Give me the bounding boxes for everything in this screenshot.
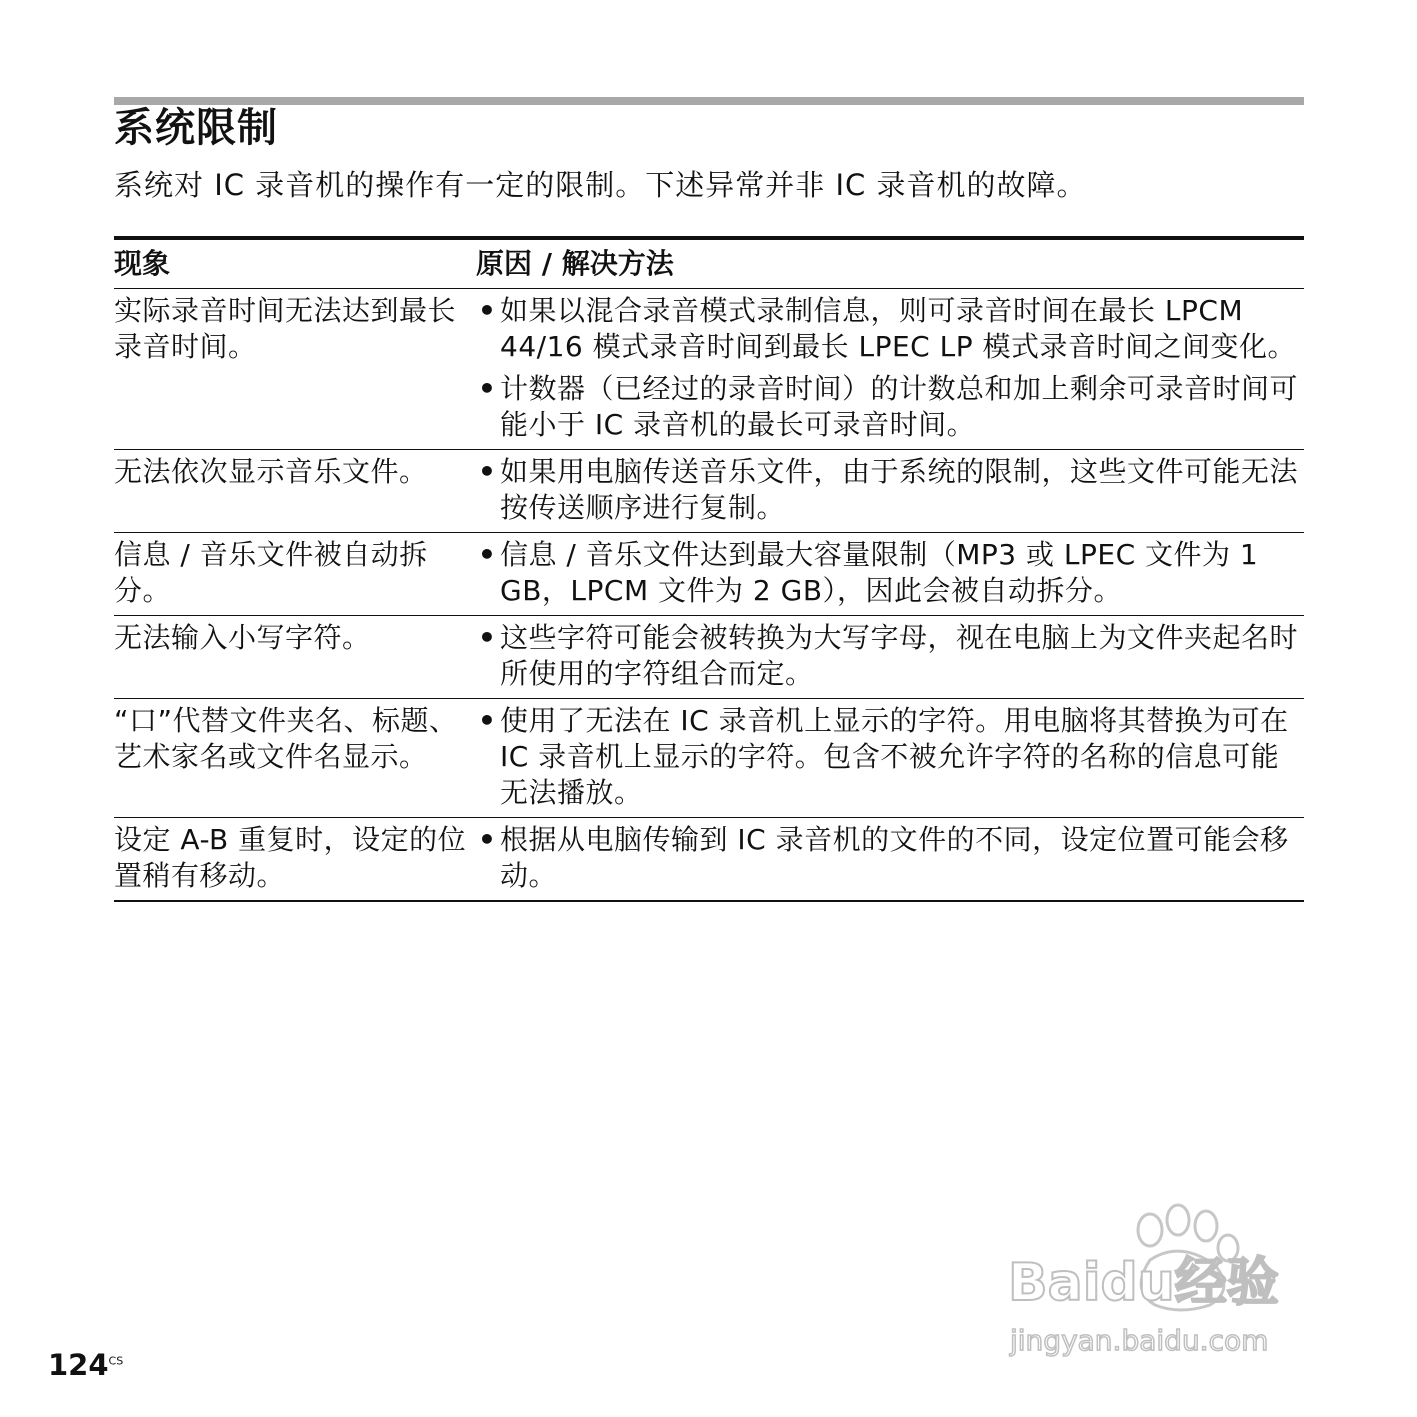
cause-cell [476,533,1304,615]
bullet-icon: • [478,538,497,571]
bullet-icon: • [478,823,497,856]
header-cause-solution: 原因 / 解决方法 [476,247,674,280]
bullet-icon: • [478,455,497,488]
cause-cell [476,699,1304,817]
table-row [114,817,1304,900]
symptom-cell: “口”代替文件夹名、标题、艺术家名或文件名显示。 [114,704,458,773]
section-top-rule [114,97,1304,105]
symptom-cell: 信息 / 音乐文件被自动拆分。 [114,538,428,607]
cause-cell [476,616,1304,698]
baidu-watermark [1000,1200,1340,1370]
symptom-cell: 设定 A-B 重复时，设定的位置稍有移动。 [114,823,467,892]
bullet-icon: • [478,372,497,405]
header-symptom: 现象 [114,247,171,280]
cause-item: • 使用了无法在 IC 录音机上显示的字符。用电脑将其替换为可在 IC 录音机上显示的字符。包含不被允许字符的名称的信息可能无法播放。 [478,704,1289,809]
cause-cell [476,818,1304,900]
cause-item: • 信息 / 音乐文件达到最大容量限制（MP3 或 LPEC 文件为 1 GB，LPCM 文件为 2 GB），因此会被自动拆分。 [478,538,1259,607]
bullet-icon: • [478,704,497,737]
symptom-cell: 实际录音时间无法达到最长录音时间。 [114,294,457,363]
table-row [114,449,1304,532]
cause-item: • 计数器（已经过的录音时间）的计数总和加上剩余可录音时间可能小于 IC 录音机的最长可录音时间。 [478,372,1299,441]
cause-cell [476,450,1304,532]
bullet-icon: • [478,621,497,654]
bullet-icon: • [478,294,497,327]
table-header-row [114,240,1304,288]
table-row [114,532,1304,615]
watermark-brand: Baidu经验 [1008,1253,1279,1313]
table-row [114,288,1304,449]
cause-item: • 如果用电脑传送音乐文件，由于系统的限制，这些文件可能无法按传送顺序进行复制。 [478,455,1299,524]
limitations-table [114,236,1304,902]
page-title: 系统限制 [114,105,278,151]
cause-item: • 根据从电脑传输到 IC 录音机的文件的不同，设定位置可能会移动。 [478,823,1289,892]
page-suffix: CS [108,1354,124,1368]
symptom-cell: 无法输入小写字符。 [114,621,371,654]
cause-item: • 如果以混合录音模式录制信息，则可录音时间在最长 LPCM 44/16 模式录音时间到最长 LPEC LP 模式录音时间之间变化。 [478,294,1297,363]
page-number: $124^{CS}$ [48,1348,124,1382]
cause-item: • 这些字符可能会被转换为大写字母，视在电脑上为文件夹起名时所使用的字符组合而定。 [478,621,1299,690]
intro-text: 系统对 IC 录音机的操作有一定的限制。下述异常并非 IC 录音机的故障。 [114,168,1087,202]
table-row [114,615,1304,698]
symptom-cell: 无法依次显示音乐文件。 [114,455,428,488]
cause-cell [476,289,1304,449]
table-row [114,698,1304,817]
watermark-url: jingyan.baidu.com [1010,1324,1269,1357]
